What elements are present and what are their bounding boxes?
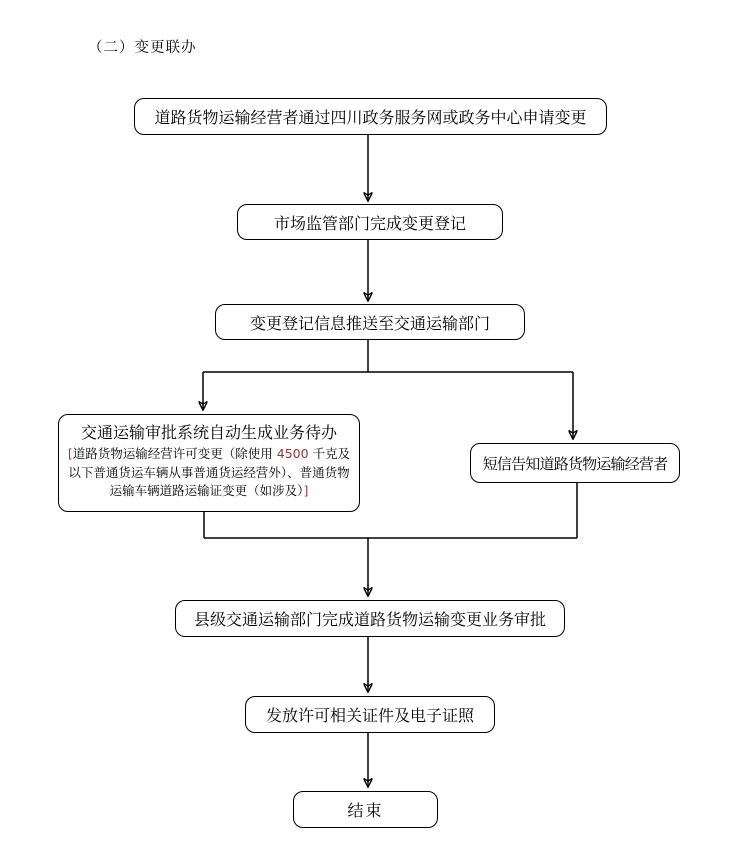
node-info-push bbox=[215, 304, 525, 340]
node-market-registration-label: 市场监管部门完成变更登记 bbox=[273, 213, 466, 233]
node-auto-generate-todo bbox=[58, 414, 360, 512]
todo-note-bracket-close: ] bbox=[303, 483, 309, 498]
node-market-registration bbox=[237, 204, 503, 240]
node-county-approval-label: 县级交通运输部门完成道路货物运输变更业务审批 bbox=[193, 610, 546, 629]
node-issue-certificates bbox=[245, 696, 495, 733]
node-sms-notify bbox=[470, 443, 680, 483]
node-sms-notify-label: 短信告知道路货物运输经营者 bbox=[482, 454, 668, 473]
node-info-push-label: 变更登记信息推送至交通运输部门 bbox=[249, 313, 490, 333]
node-apply-change-label: 道路货物运输经营者通过四川政务服务网或政务中心申请变更 bbox=[154, 108, 587, 127]
todo-note-bracket-open: [ bbox=[67, 446, 73, 461]
node-end-label: 结束 bbox=[347, 801, 384, 820]
node-apply-change bbox=[134, 98, 607, 135]
todo-note-text-2: 千克及以下普通货运车辆从事普通货运经营外）、普通货物运输车辆道路运输证变更（如涉及） bbox=[68, 446, 351, 498]
page-title: （二）变更联办 bbox=[88, 40, 197, 56]
node-issue-certificates-label: 发放许可相关证件及电子证照 bbox=[265, 706, 474, 725]
connector-push-branch bbox=[203, 340, 573, 372]
todo-note-number: 4500 bbox=[276, 446, 309, 461]
node-county-approval bbox=[175, 600, 565, 637]
todo-note-text-1: 道路货物运输经营许可变更（除使用 bbox=[72, 446, 277, 461]
node-end bbox=[293, 791, 438, 828]
node-auto-generate-todo-note bbox=[65, 445, 353, 501]
node-auto-generate-todo-title: 交通运输审批系统自动生成业务待办 bbox=[80, 423, 337, 442]
